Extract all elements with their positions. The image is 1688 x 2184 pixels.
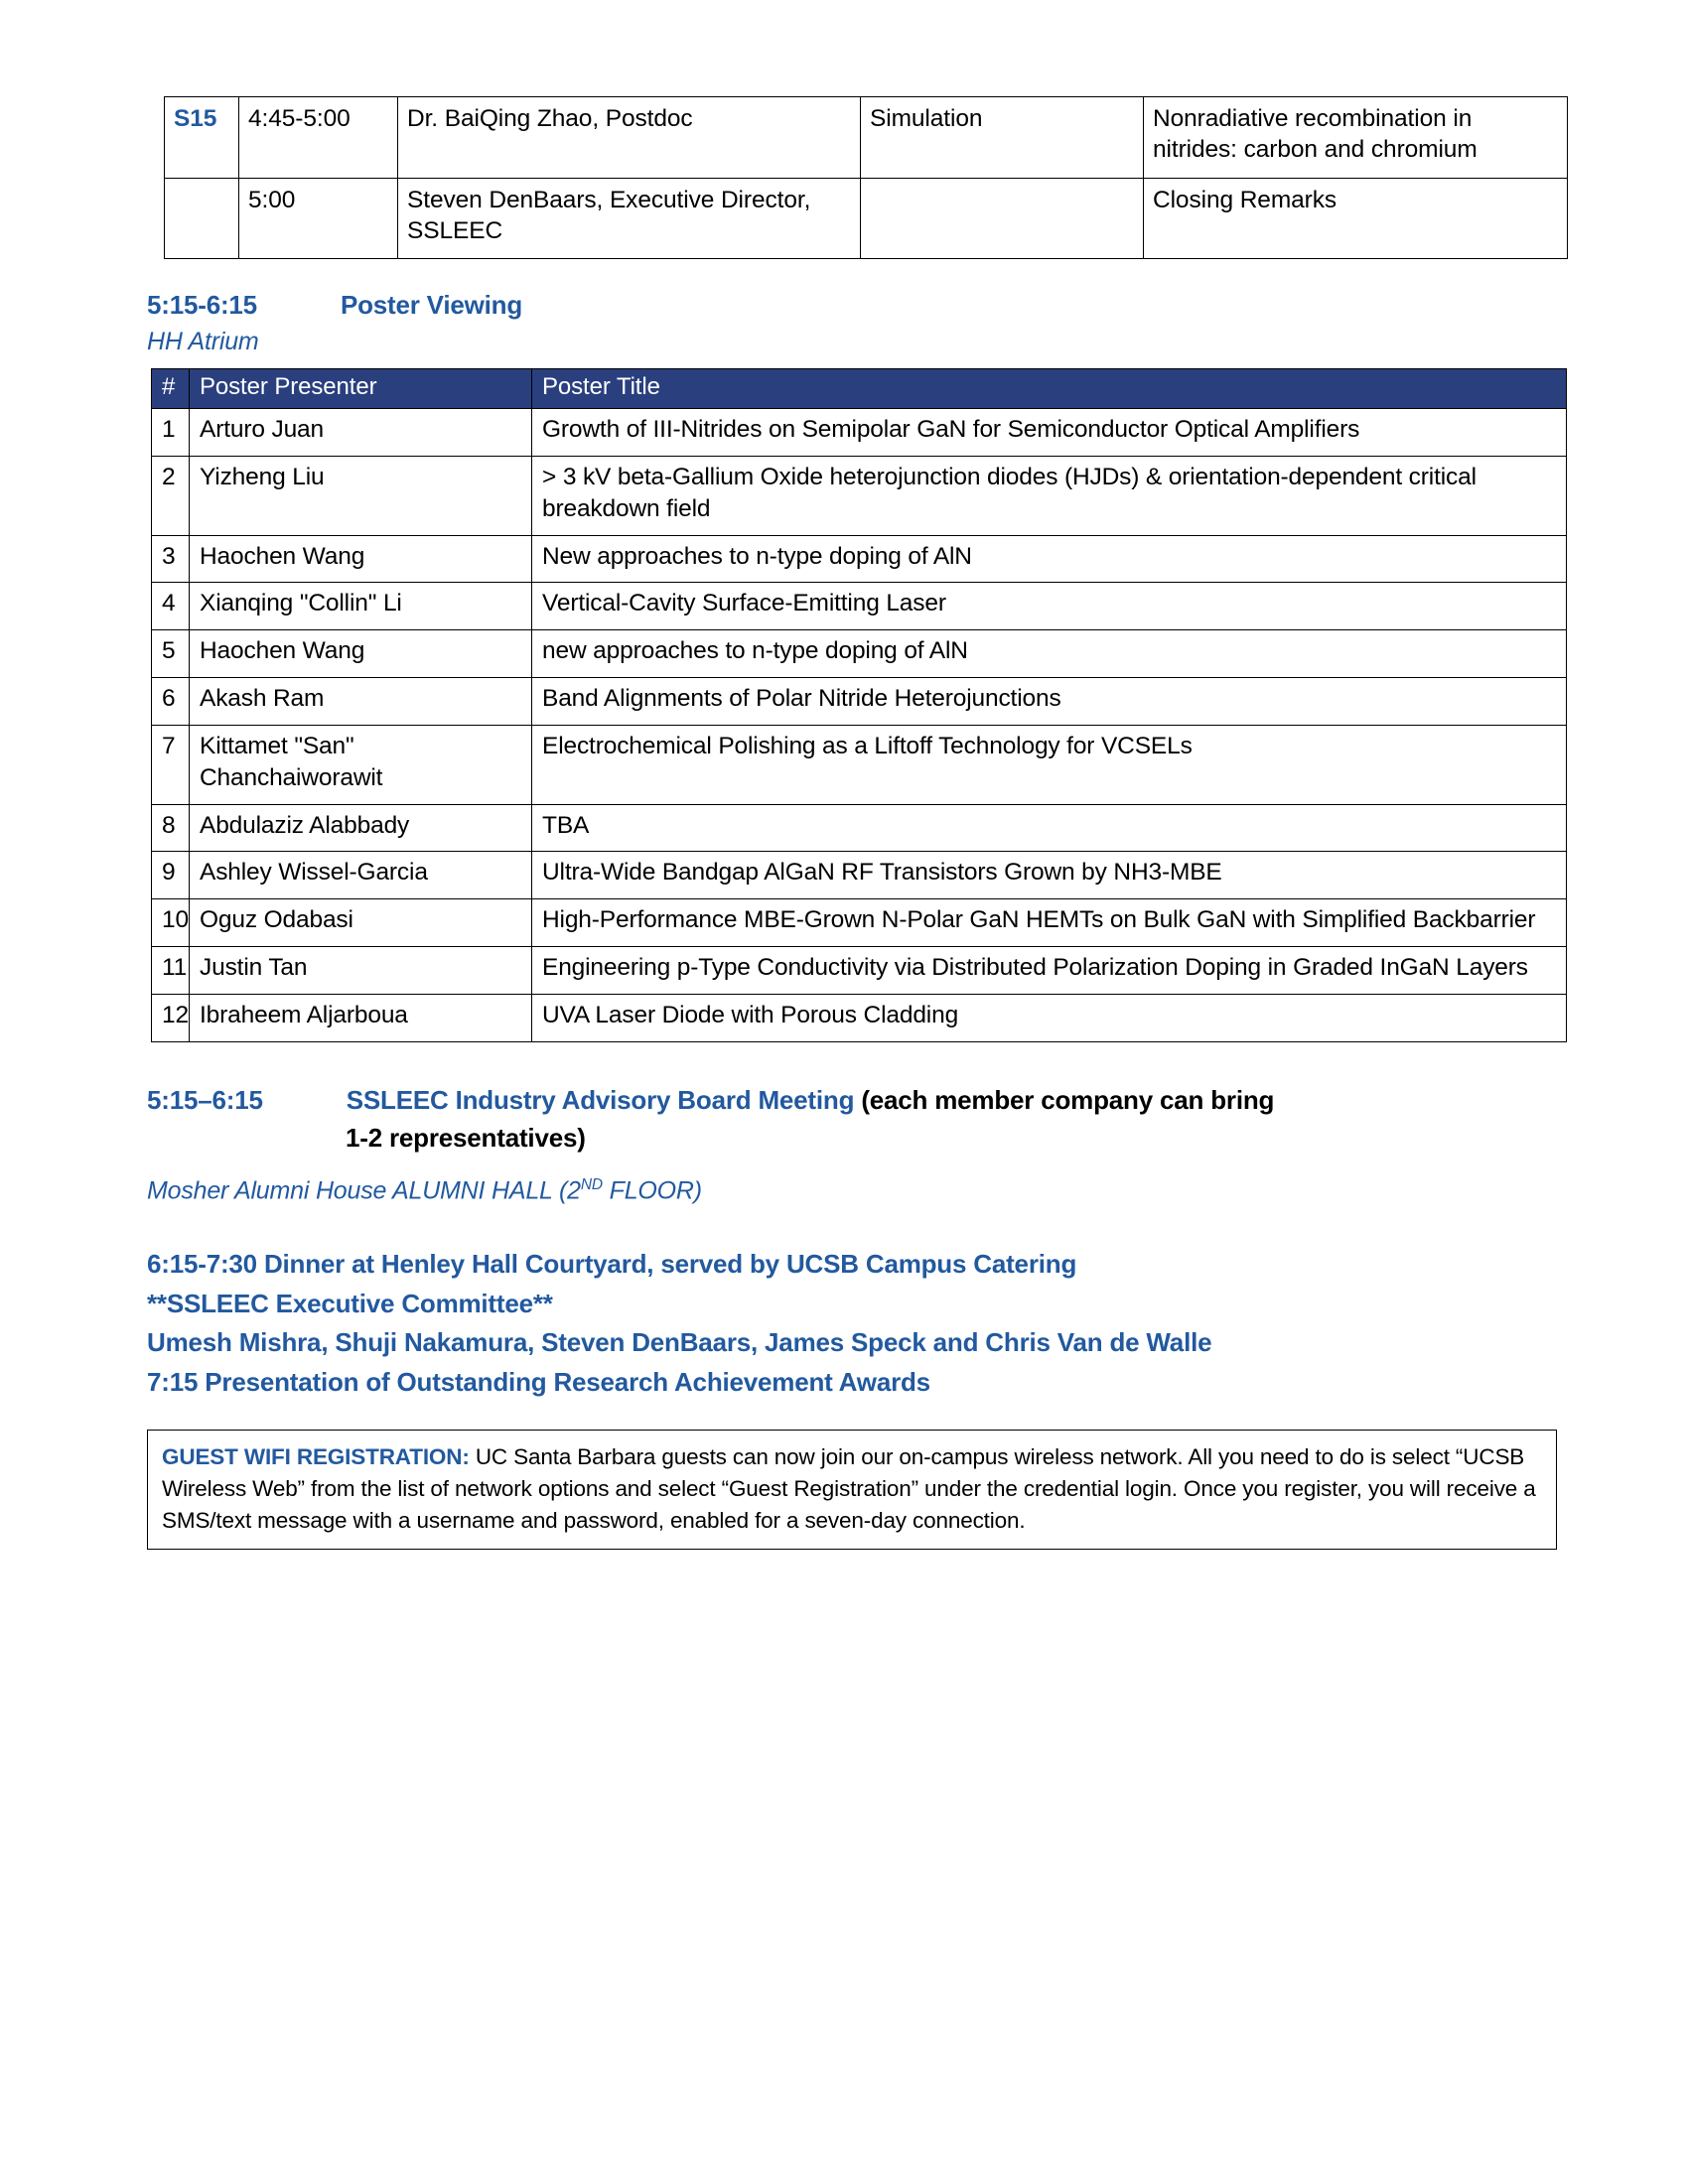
table-row [152, 947, 1567, 995]
poster-presenter: Kittamet "San" Chanchaiworawit [190, 725, 532, 804]
poster-section-time: 5:15-6:15 [147, 290, 257, 320]
poster-number: 9 [152, 852, 190, 899]
poster-title: New approaches to n-type doping of AlN [532, 535, 1567, 583]
poster-number: 7 [152, 725, 190, 804]
poster-number: 6 [152, 678, 190, 726]
poster-section-heading [147, 290, 522, 321]
poster-table-head [152, 369, 1567, 409]
poster-col-presenter: Poster Presenter [190, 369, 532, 409]
table-row [152, 535, 1567, 583]
poster-number: 5 [152, 630, 190, 678]
dinner-block [147, 1245, 1537, 1402]
executive-committee-members: Umesh Mishra, Shuji Nakamura, Steven DenBaars, James Speck and Chris Van de Walle [147, 1327, 1212, 1358]
advisory-board-location-suffix: FLOOR) [602, 1176, 702, 1205]
table-row [152, 725, 1567, 804]
poster-section-location: HH Atrium [147, 328, 259, 355]
schedule-table [164, 96, 1568, 259]
poster-title: Ultra-Wide Bandgap AlGaN RF Transistors Grown by NH3-MBE [532, 852, 1567, 899]
poster-number: 10 [152, 899, 190, 947]
poster-title: > 3 kV beta-Gallium Oxide heterojunction diodes (HJDs) & orientation-dependent critical breakdown field [532, 456, 1567, 535]
poster-presenter: Oguz Odabasi [190, 899, 532, 947]
poster-presenter: Yizheng Liu [190, 456, 532, 535]
guest-wifi-box [147, 1430, 1557, 1550]
poster-title: Engineering p-Type Conductivity via Distributed Polarization Doping in Graded InGaN Layers [532, 947, 1567, 995]
table-row [152, 852, 1567, 899]
poster-table-header-row [152, 369, 1567, 409]
poster-presenter: Arturo Juan [190, 409, 532, 457]
poster-col-number: # [152, 369, 190, 409]
poster-col-title: Poster Title [532, 369, 1567, 409]
poster-number: 4 [152, 583, 190, 630]
session-category: Simulation [861, 97, 1144, 179]
poster-presenter: Akash Ram [190, 678, 532, 726]
advisory-board-location-ordinal: ND [580, 1176, 603, 1193]
session-title: Closing Remarks [1144, 178, 1568, 259]
poster-section-title: Poster Viewing [340, 290, 523, 320]
session-speaker: Dr. BaiQing Zhao, Postdoc [398, 97, 861, 179]
poster-presenter: Haochen Wang [190, 630, 532, 678]
poster-title: new approaches to n-type doping of AlN [532, 630, 1567, 678]
poster-presenter: Abdulaziz Alabbady [190, 804, 532, 852]
poster-presenter: Xianqing "Collin" Li [190, 583, 532, 630]
poster-number: 8 [152, 804, 190, 852]
advisory-board-time: 5:15–6:15 [147, 1085, 263, 1115]
poster-number: 11 [152, 947, 190, 995]
poster-title: UVA Laser Diode with Porous Cladding [532, 994, 1567, 1041]
poster-title: High-Performance MBE-Grown N-Polar GaN HEMTs on Bulk GaN with Simplified Backbarrier [532, 899, 1567, 947]
awards-line: 7:15 Presentation of Outstanding Research Achievement Awards [147, 1366, 930, 1397]
session-time: 4:45-5:00 [239, 97, 398, 179]
session-category [861, 178, 1144, 259]
advisory-board-note-line2: 1-2 representatives) [346, 1123, 586, 1154]
poster-title: Vertical-Cavity Surface-Emitting Laser [532, 583, 1567, 630]
poster-number: 12 [152, 994, 190, 1041]
executive-committee-line: **SSLEEC Executive Committee** [147, 1288, 553, 1318]
guest-wifi-label: GUEST WIFI REGISTRATION: [162, 1444, 470, 1469]
poster-number: 2 [152, 456, 190, 535]
poster-title: Electrochemical Polishing as a Liftoff Technology for VCSELs [532, 725, 1567, 804]
poster-title: Growth of III-Nitrides on Semipolar GaN for Semiconductor Optical Amplifiers [532, 409, 1567, 457]
table-row [165, 178, 1568, 259]
poster-number: 1 [152, 409, 190, 457]
session-title: Nonradiative recombination in nitrides: carbon and chromium [1144, 97, 1568, 179]
advisory-board-block [147, 1081, 1557, 1158]
advisory-board-location-prefix: Mosher Alumni House ALUMNI HALL (2 [147, 1176, 581, 1205]
poster-presenter: Ibraheem Aljarboua [190, 994, 532, 1041]
poster-table-body [152, 409, 1567, 1042]
session-id [165, 178, 239, 259]
table-row [152, 409, 1567, 457]
advisory-board-title: SSLEEC Industry Advisory Board Meeting [346, 1085, 855, 1115]
poster-presenter: Ashley Wissel-Garcia [190, 852, 532, 899]
guest-wifi-body: UC Santa Barbara guests can now join our on-campus wireless network. All you need to do is select “UCSB Wireless Web” from the list of network options and select “Guest Registration” under the credential login. Once you register, you will receive a SMS/text message with a username and password, enabled for a seven-day connection. [162, 1444, 1536, 1533]
advisory-board-location [147, 1176, 702, 1205]
poster-title: Band Alignments of Polar Nitride Heterojunctions [532, 678, 1567, 726]
poster-number: 3 [152, 535, 190, 583]
session-id: S15 [165, 97, 239, 179]
table-row [152, 994, 1567, 1041]
poster-presenter: Haochen Wang [190, 535, 532, 583]
table-row [152, 899, 1567, 947]
advisory-board-note-line1: (each member company can bring [861, 1085, 1275, 1115]
table-row [152, 804, 1567, 852]
table-row [152, 456, 1567, 535]
table-row [165, 97, 1568, 179]
poster-title: TBA [532, 804, 1567, 852]
table-row [152, 630, 1567, 678]
poster-presenter: Justin Tan [190, 947, 532, 995]
session-time: 5:00 [239, 178, 398, 259]
table-row [152, 583, 1567, 630]
session-speaker: Steven DenBaars, Executive Director, SSLEEC [398, 178, 861, 259]
schedule-table-body [165, 97, 1568, 259]
table-row [152, 678, 1567, 726]
poster-table [151, 368, 1567, 1042]
dinner-line: 6:15-7:30 Dinner at Henley Hall Courtyard, served by UCSB Campus Catering [147, 1249, 1077, 1279]
